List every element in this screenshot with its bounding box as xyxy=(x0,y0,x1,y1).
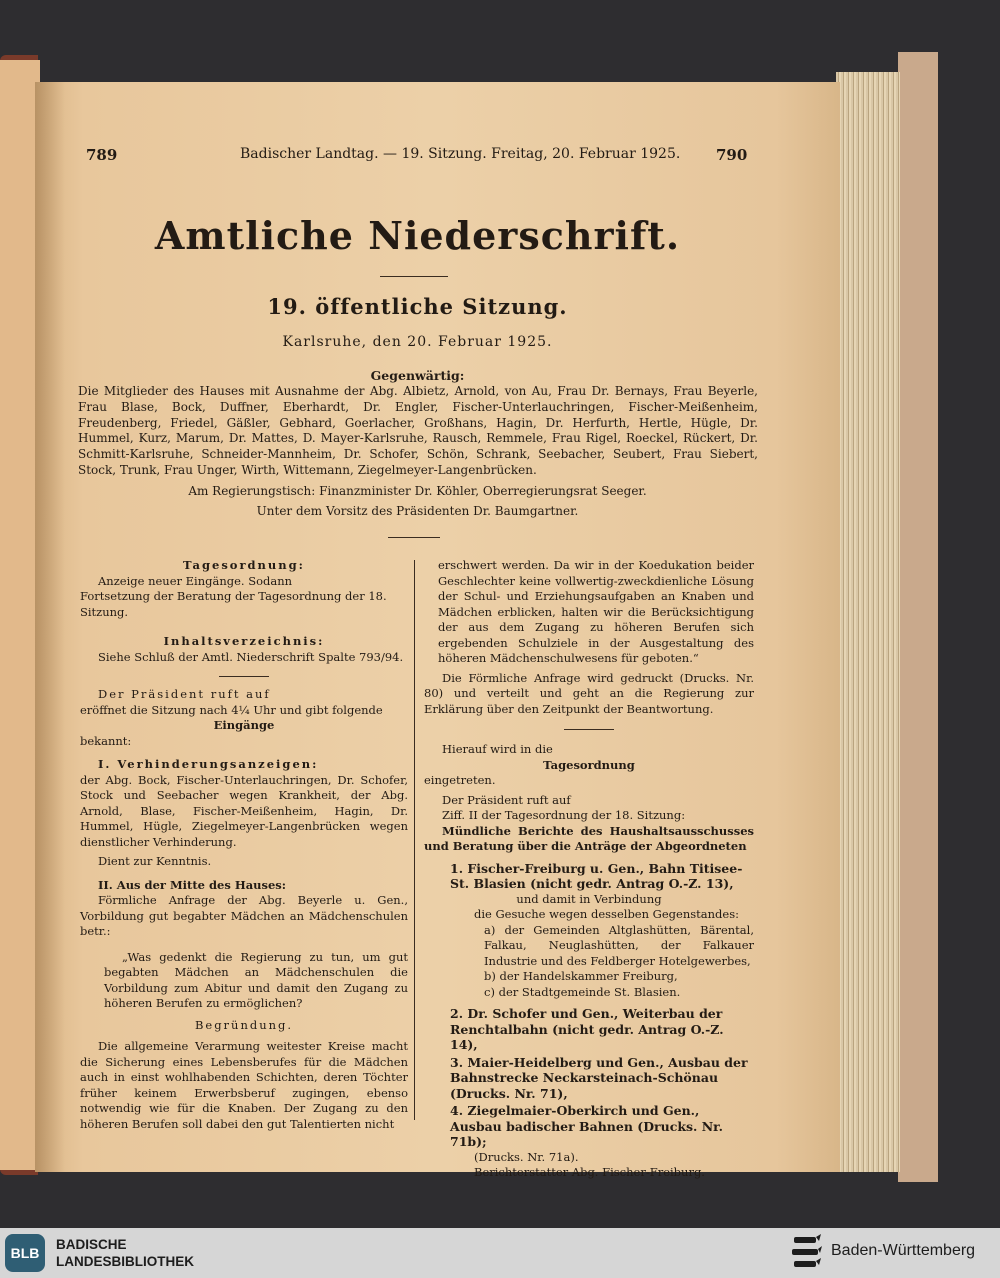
agenda-heading-right: Tagesordnung xyxy=(543,757,635,772)
thereupon-line: Hierauf wird in die xyxy=(442,742,553,756)
column-rule xyxy=(414,560,415,1120)
members-list: Die Mitglieder des Hauses mit Ausnahme der Abg. Albietz, Arnold, von Au, Frau Dr. Bernays, Frau Beyerle, Frau Blase, Bock, Duffner, Eberhardt, Dr. Engler, Fischer-Unterlauchringen, Fischer-Meißenheim, Freudenberg, Friedel, Gäßler, Gebhard, Goerlacher, Großhans, Hagin, Dr. Herfurth, Hertle, Hügle, Dr. Hummel, Kurz, Marum, Dr. Mattes, D. Mayer-Karlsruhe, Rausch, Remmele, Frau Rigel, Roeckel, Rückert, Dr. Schmitt-Karlsruhe, Schneider-Mannheim, Dr. Schofer, Schön, Schrank, Seebacher, Seubert, Frau Siebert, Stock, Trunk, Frau Unger, Wirth, Wittemann, Ziegelmeyer-Langenbrücken. xyxy=(78,384,758,477)
agenda-item-1: 1. Fischer-Freiburg u. Gen., Bahn Titisee-St. Blasien (nicht gedr. Antrag O.-Z. 13), xyxy=(450,860,743,891)
announced-line: bekannt: xyxy=(80,733,132,748)
blb-logo[interactable]: BLB xyxy=(5,1234,45,1272)
printing-note: Die Förmliche Anfrage wird gedruckt (Drucks. Nr. 80) und verteilt und geht an die Regierung zur Erklärung über den Zeitpunkt der Beantwortung. xyxy=(424,670,754,716)
running-head: Badischer Landtag. — 19. Sitzung. Freitag, 20. Februar 1925. xyxy=(240,146,681,162)
left-column xyxy=(80,558,408,1132)
item-reference: Ziff. II der Tagesordnung der 18. Sitzung: xyxy=(442,808,686,822)
absence-text: der Abg. Bock, Fischer-Unterlauchringen, Dr. Schofer, Stock und Seebacher wegen Krankheit, der Abg. Arnold, Blase, Fischer-Meißenheim, Hagin, Dr. Hummel, Hügle, Ziegelmeyer-Langenbrücken wegen dienstlicher Verhinderung. xyxy=(80,772,408,849)
entered-line: eingetreten. xyxy=(424,773,496,787)
place-date: Karlsruhe, den 20. Februar 1925. xyxy=(282,334,553,350)
inquiry-quote: „Was gedenkt die Regierung zu tun, um gut begabten Mädchen an Mädchenschulen die Vorbildung zum Abitur und damit den Zugang zu höheren Berufen zu ermöglichen? xyxy=(104,949,408,1010)
blb-name-line-1: BADISCHE xyxy=(56,1237,127,1252)
present-heading: Gegenwärtig: xyxy=(370,368,465,383)
receipts-heading: Eingänge xyxy=(213,718,275,732)
document-title: Amtliche Niederschrift. xyxy=(154,213,681,258)
petition-c: c) der Stadtgemeinde St. Blasien. xyxy=(484,984,681,999)
president-calls-right: Der Präsident ruft auf xyxy=(442,792,571,807)
column-divider xyxy=(219,676,269,677)
justification-text: Die allgemeine Verarmung weitester Kreise macht die Sicherung eines Lebensberufes für die Mädchen auch in einst wohlhabenden Schichten, deren Töchter früher keinem Erwerbsberuf zugingen, ebenso notwendig wie für die Knaben. Der Zugang zu den höheren Berufen soll dabei den gut Talentierten nicht xyxy=(80,1039,408,1131)
page-stack-edge xyxy=(836,72,900,1172)
agenda-item-1-link: und damit in Verbindung xyxy=(516,891,662,906)
page-number-left: 789 xyxy=(86,146,118,164)
absence-heading: I. Verhinderungsanzeigen: xyxy=(98,757,319,771)
contents-line: Siehe Schluß der Amtl. Niederschrift Spalte 793/94. xyxy=(98,649,404,664)
justification-continued: erschwert werden. Da wir in der Koedukation beider Geschlechter keine vollwertig-zweckdienliche Lösung der Schul- und Erziehungsaufgaben an Knaben und Mädchen erblicken, halten wir die Berücksichtigung der aus dem Zugang zu höheren Berufen sich ergebenden Schulziele in der Ausgestaltung des höheren Mädchenschulwesens für geboten.“ xyxy=(438,558,754,665)
chair-line: Unter dem Vorsitz des Präsidenten Dr. Baumgartner. xyxy=(256,504,579,518)
reports-heading: Mündliche Berichte des Haushaltsausschusses und Beratung über die Anträge der Abgeordneten xyxy=(424,823,754,853)
contents-heading: Inhaltsverzeichnis: xyxy=(163,634,325,648)
column-divider-right xyxy=(564,729,614,730)
from-house-heading: II. Aus der Mitte des Hauses: xyxy=(98,877,287,892)
agenda-item-3: 3. Maier-Heidelberg und Gen., Ausbau der Bahnstrecke Neckarsteinach-Schönau (Drucks. Nr. 71), xyxy=(450,1054,748,1101)
agenda-line-1: Anzeige neuer Eingänge. Sodann xyxy=(98,573,293,588)
justification-heading: Begründung. xyxy=(194,1017,294,1032)
bw-wordmark[interactable]: Baden-Württemberg xyxy=(831,1242,976,1259)
petition-b: b) der Handelskammer Freiburg, xyxy=(484,969,678,983)
book-cover-marble xyxy=(898,52,938,1182)
agenda-line-2: Fortsetzung der Beratung der Tagesordnung der 18. Sitzung. xyxy=(80,589,387,619)
title-divider xyxy=(380,276,448,277)
inquiry-text: Förmliche Anfrage der Abg. Beyerle u. Gen., Vorbildung gut begabter Mädchen an Mädchenschulen betr.: xyxy=(80,893,408,938)
agenda-item-1-petitions: die Gesuche wegen desselben Gegenstandes: xyxy=(474,907,739,921)
agenda-item-2: 2. Dr. Schofer und Gen., Weiterbau der Renchtalbahn (nicht gedr. Antrag O.-Z. 14), xyxy=(450,1006,724,1052)
president-calls: Der Präsident ruft auf xyxy=(98,687,271,701)
agenda-item-4: 4. Ziegelmaier-Oberkirch und Gen., Ausbau badischer Bahnen (Drucks. Nr. 71b); xyxy=(450,1103,723,1149)
agenda-heading: Tagesordnung: xyxy=(183,558,305,572)
page-number-right: 790 xyxy=(716,146,748,164)
rapporteur: Berichterstatter Abg. Fischer-Freiburg. xyxy=(474,1165,705,1179)
blb-name-line-2: LANDESBIBLIOTHEK xyxy=(56,1254,194,1269)
lions-crest-icon xyxy=(790,1232,822,1274)
petition-a: a) der Gemeinden Altglashütten, Bärental, Falkau, Neuglashütten, der Falkauer Industrie und des Feldberger Hotelgewerbes, xyxy=(484,922,754,968)
government-bench: Am Regierungstisch: Finanzminister Dr. Köhler, Oberregierungsrat Seeger. xyxy=(188,484,647,498)
opening-line: eröffnet die Sitzung nach 4¼ Uhr und gibt folgende xyxy=(80,702,383,717)
right-column xyxy=(424,558,754,1181)
blb-name xyxy=(56,1236,194,1270)
agenda-item-4-print: (Drucks. Nr. 71a). xyxy=(474,1149,579,1164)
section-divider xyxy=(388,537,440,538)
noted-line: Dient zur Kenntnis. xyxy=(98,854,212,868)
session-title: 19. öffentliche Sitzung. xyxy=(267,294,568,319)
